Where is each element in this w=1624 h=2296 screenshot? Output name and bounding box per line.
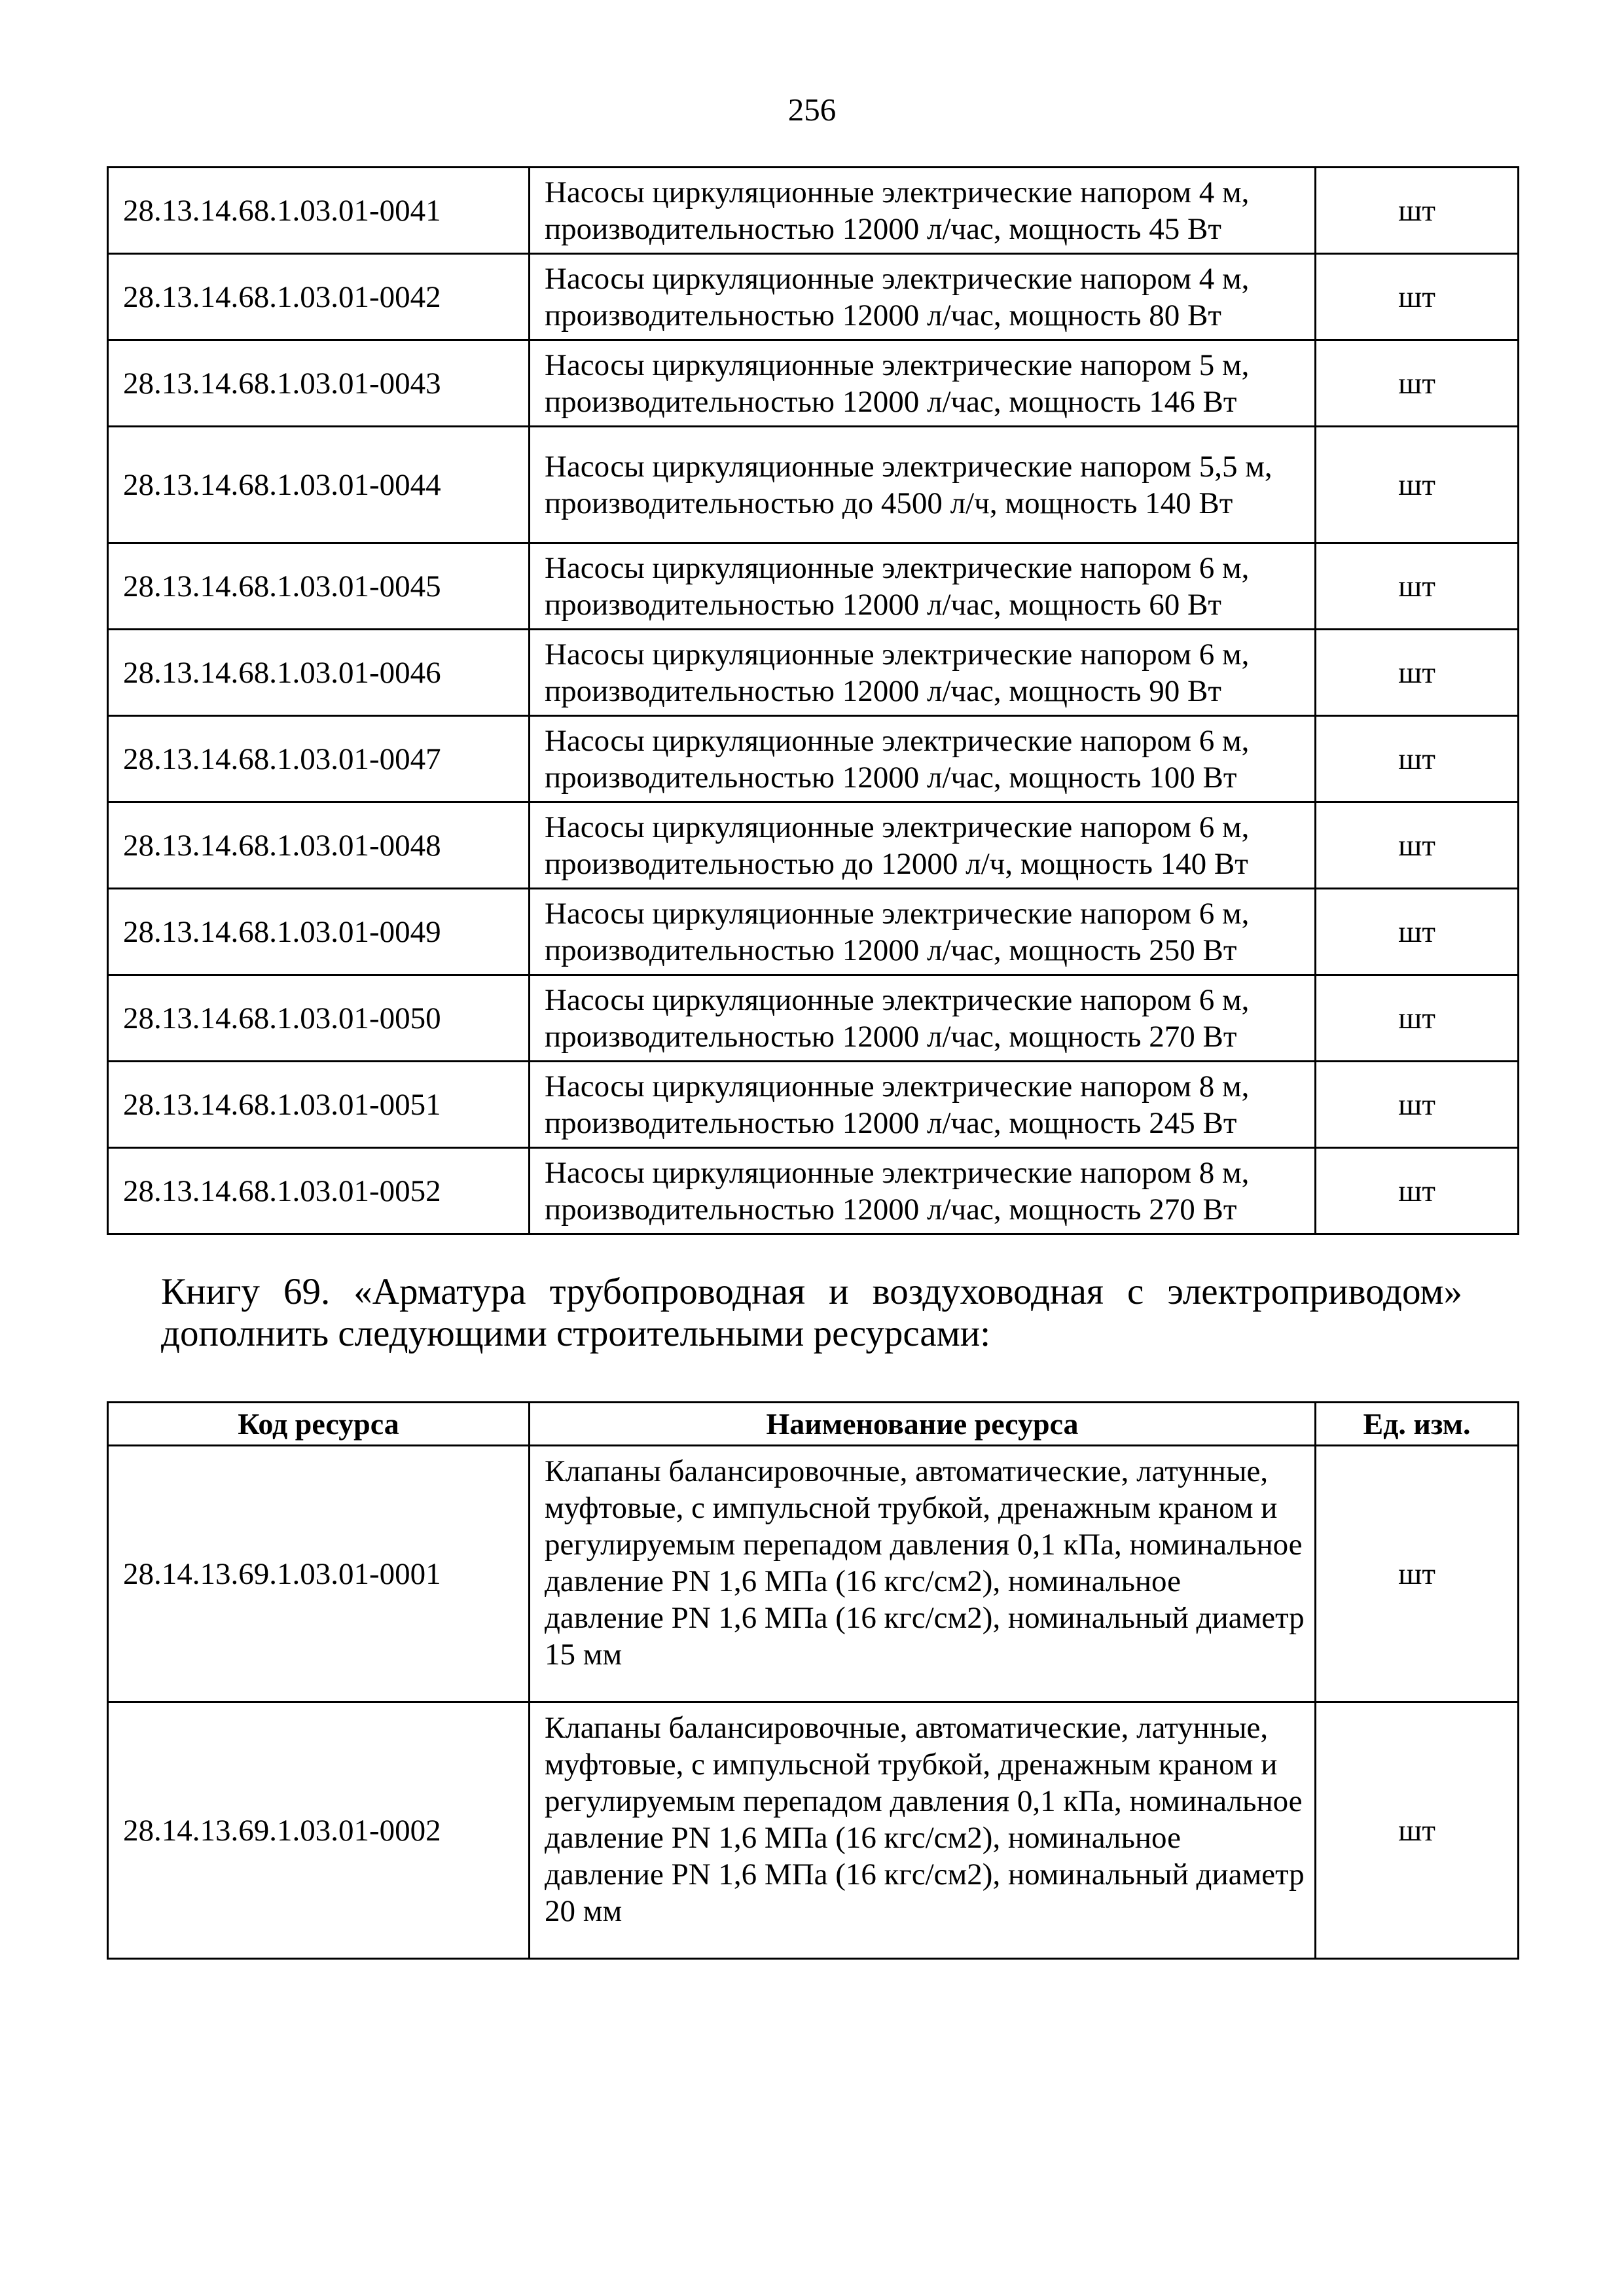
resource-table-valves <box>107 1401 1519 1960</box>
table-row <box>108 168 1519 254</box>
section-heading: Книгу 69. «Арматура трубопроводная и воздуховодная с электроприводом» дополнить следующими строительными ресурсами: <box>161 1271 1462 1354</box>
resource-code: 28.13.14.68.1.03.01-0045 <box>108 543 530 630</box>
table-row <box>108 802 1519 889</box>
table-header-row <box>108 1403 1519 1446</box>
resource-unit: шт <box>1316 254 1519 340</box>
resource-name: Насосы циркуляционные электрические напором 6 м, производительностью 12000 л/час, мощность 250 Вт <box>530 889 1316 975</box>
table-row <box>108 1702 1519 1959</box>
resource-code: 28.13.14.68.1.03.01-0043 <box>108 340 530 427</box>
resource-unit: шт <box>1316 1062 1519 1148</box>
resource-name: Насосы циркуляционные электрические напором 6 м, производительностью 12000 л/час, мощность 60 Вт <box>530 543 1316 630</box>
resource-unit: шт <box>1316 802 1519 889</box>
table-row <box>108 254 1519 340</box>
resource-code: 28.13.14.68.1.03.01-0052 <box>108 1148 530 1234</box>
resource-code: 28.13.14.68.1.03.01-0047 <box>108 716 530 802</box>
table-row <box>108 427 1519 543</box>
table-row <box>108 975 1519 1062</box>
column-header-unit: Ед. изм. <box>1316 1403 1519 1446</box>
resource-code: 28.14.13.69.1.03.01-0001 <box>108 1446 530 1702</box>
resource-unit: шт <box>1316 889 1519 975</box>
resource-name: Насосы циркуляционные электрические напором 4 м, производительностью 12000 л/час, мощность 80 Вт <box>530 254 1316 340</box>
table-row <box>108 889 1519 975</box>
resource-code: 28.14.13.69.1.03.01-0002 <box>108 1702 530 1959</box>
resource-name: Насосы циркуляционные электрические напором 6 м, производительностью 12000 л/час, мощность 90 Вт <box>530 630 1316 716</box>
resource-unit: шт <box>1316 168 1519 254</box>
table-row <box>108 543 1519 630</box>
resource-code: 28.13.14.68.1.03.01-0048 <box>108 802 530 889</box>
resource-unit: шт <box>1316 543 1519 630</box>
resource-code: 28.13.14.68.1.03.01-0042 <box>108 254 530 340</box>
resource-name: Насосы циркуляционные электрические напором 8 м, производительностью 12000 л/час, мощность 270 Вт <box>530 1148 1316 1234</box>
table-row <box>108 1062 1519 1148</box>
resource-unit: шт <box>1316 427 1519 543</box>
resource-code: 28.13.14.68.1.03.01-0044 <box>108 427 530 543</box>
table-row <box>108 1148 1519 1234</box>
resource-unit: шт <box>1316 340 1519 427</box>
resource-name: Насосы циркуляционные электрические напором 6 м, производительностью до 12000 л/ч, мощность 140 Вт <box>530 802 1316 889</box>
resource-name: Клапаны балансировочные, автоматические, латунные, муфтовые, с импульсной трубкой, дренажным краном и регулируемым перепадом давления 0,1 кПа, номинальное давление PN 1,6 МПа (16 кгс/см2), номинальное давление PN 1,6 МПа (16 кгс/см2), номинальный диаметр 15 мм <box>530 1446 1316 1702</box>
resource-code: 28.13.14.68.1.03.01-0041 <box>108 168 530 254</box>
resource-name: Насосы циркуляционные электрические напором 6 м, производительностью 12000 л/час, мощность 100 Вт <box>530 716 1316 802</box>
table-row <box>108 716 1519 802</box>
resource-name: Насосы циркуляционные электрические напором 4 м, производительностью 12000 л/час, мощность 45 Вт <box>530 168 1316 254</box>
resource-name: Насосы циркуляционные электрические напором 5 м, производительностью 12000 л/час, мощность 146 Вт <box>530 340 1316 427</box>
column-header-name: Наименование ресурса <box>530 1403 1316 1446</box>
resource-name: Насосы циркуляционные электрические напором 6 м, производительностью 12000 л/час, мощность 270 Вт <box>530 975 1316 1062</box>
resource-code: 28.13.14.68.1.03.01-0046 <box>108 630 530 716</box>
resource-unit: шт <box>1316 716 1519 802</box>
resource-code: 28.13.14.68.1.03.01-0051 <box>108 1062 530 1148</box>
resource-code: 28.13.14.68.1.03.01-0050 <box>108 975 530 1062</box>
table-row <box>108 340 1519 427</box>
column-header-code: Код ресурса <box>108 1403 530 1446</box>
resource-name: Насосы циркуляционные электрические напором 8 м, производительностью 12000 л/час, мощность 245 Вт <box>530 1062 1316 1148</box>
page-number: 256 <box>787 92 837 128</box>
resource-name: Клапаны балансировочные, автоматические, латунные, муфтовые, с импульсной трубкой, дренажным краном и регулируемым перепадом давления 0,1 кПа, номинальное давление PN 1,6 МПа (16 кгс/см2), номинальное давление PN 1,6 МПа (16 кгс/см2), номинальный диаметр 20 мм <box>530 1702 1316 1959</box>
table-row <box>108 630 1519 716</box>
resource-unit: шт <box>1316 1446 1519 1702</box>
resource-unit: шт <box>1316 630 1519 716</box>
resource-table-pumps <box>107 166 1519 1235</box>
resource-unit: шт <box>1316 1702 1519 1959</box>
resource-name: Насосы циркуляционные электрические напором 5,5 м, производительностью до 4500 л/ч, мощность 140 Вт <box>530 427 1316 543</box>
resource-unit: шт <box>1316 975 1519 1062</box>
resource-code: 28.13.14.68.1.03.01-0049 <box>108 889 530 975</box>
table-row <box>108 1446 1519 1702</box>
resource-unit: шт <box>1316 1148 1519 1234</box>
